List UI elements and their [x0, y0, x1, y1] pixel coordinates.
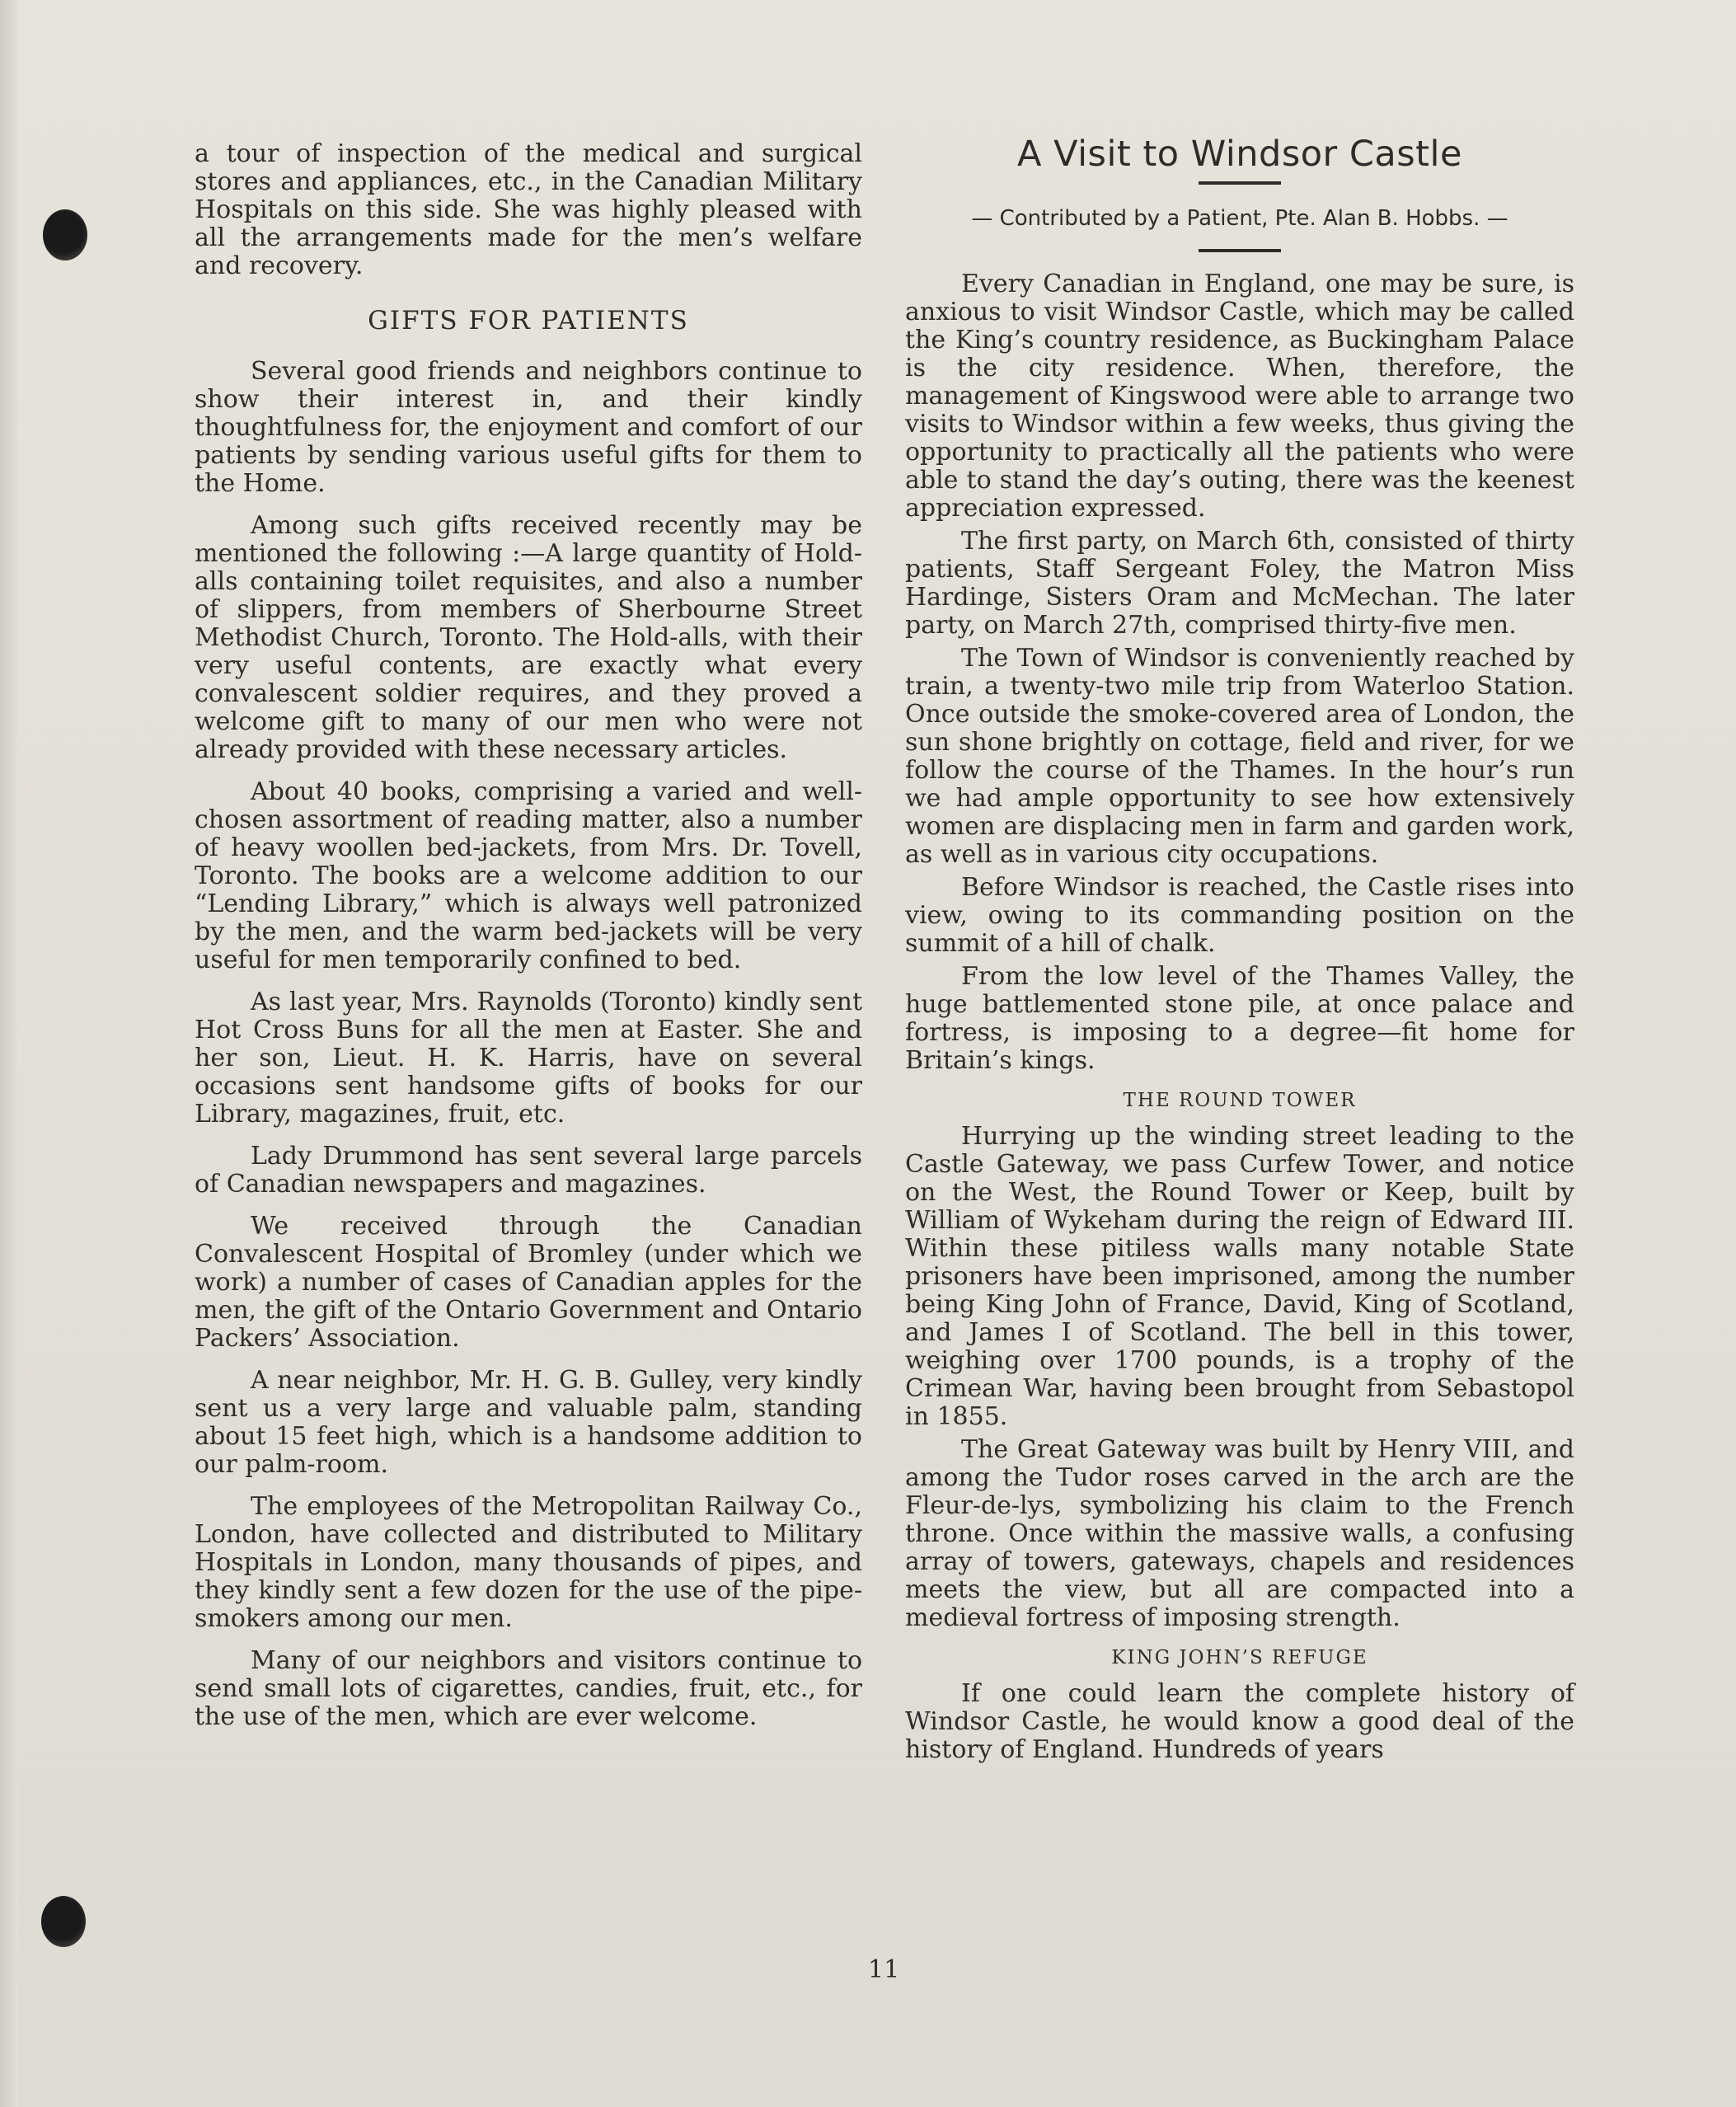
paragraph: The employees of the Metropolitan Railway Co., London, have collected and distributed to Military Hospitals in London, many thousands of pipes, and they kindly sent a few dozen for the use of the pipe-smokers among our men.: [195, 1492, 862, 1633]
paragraph: We received through the Canadian Convalescent Hospital of Bromley (under which we work) a number of cases of Canadian apples for the men, the gift of the Ontario Government and Ontario Packers’ Association.: [195, 1212, 862, 1353]
subheading-king-johns-refuge: KING JOHN’S REFUGE: [1111, 1647, 1368, 1668]
paragraph: As last year, Mrs. Raynolds (Toronto) kindly sent Hot Cross Buns for all the men at Easter. She and her son, Lieut. H. K. Harris, have on several occasions sent handsome gifts of books for our Library, magazines, fruit, etc.: [195, 988, 862, 1129]
subheading-round-tower: THE ROUND TOWER: [1123, 1090, 1357, 1111]
paragraph: Every Canadian in England, one may be sure, is anxious to visit Windsor Castle, which may be called the King’s country residence, as Buckingham Palace is the city residence. When, therefore, the management of Kingswood were able to arrange two visits to Windsor within a few weeks, thus giving the opportunity to practically all the patients who were able to stand the day’s outing, there was the keenest appreciation expressed.: [905, 270, 1574, 523]
title-rule-bottom: [1199, 249, 1281, 252]
paragraph: Many of our neighbors and visitors continue to send small lots of cigarettes, candies, fruit, etc., for the use of the men, which are ever welcome.: [195, 1646, 862, 1731]
right-column: [905, 134, 1574, 1769]
page-number: 11: [868, 1955, 900, 1984]
paragraph: Hurrying up the winding street leading to the Castle Gateway, we pass Curfew Tower, and notice on the West, the Round Tower or Keep, built by William of Wykeham during the reign of Edward III. Within these pitiless walls many notable State prisoners have been imprisoned, among the number being King John of France, David, King of Scotland, and James I of Scotland. The bell in this tower, weighing over 1700 pounds, is a trophy of the Crimean War, having been brought from Sebastopol in 1855.: [905, 1122, 1574, 1431]
paragraph: Several good friends and neighbors continue to show their interest in, and their kindly thoughtfulness for, the enjoyment and comfort of our patients by sending various useful gifts for them to the Home.: [195, 357, 862, 498]
paragraph: A near neighbor, Mr. H. G. B. Gulley, very kindly sent us a very large and valuable palm, standing about 15 feet high, which is a handsome addition to our palm-room.: [195, 1366, 862, 1479]
article-byline: — Contributed by a Patient, Pte. Alan B. Hobbs. —: [971, 206, 1508, 231]
paragraph: From the low level of the Thames Valley, the huge battlemented stone pile, at once palace and fortress, is imposing to a degree—fit home for Britain’s kings.: [905, 962, 1574, 1075]
paragraph: About 40 books, comprising a varied and well-chosen assortment of reading matter, also a number of heavy woollen bed-jackets, from Mrs. Dr. Tovell, Toronto. The books are a welcome addition to our “Lending Library,” which is always well patronized by the men, and the warm bed-jackets will be very useful for men temporarily confined to bed.: [195, 777, 862, 974]
continuation-paragraph: a tour of inspection of the medical and surgical stores and appliances, etc., in the Canadian Military Hospitals on this side. She was highly pleased with all the arrangements made for the men’s welfare and recovery.: [195, 139, 862, 280]
paragraph: The Town of Windsor is conveniently reached by train, a twenty-two mile trip from Waterloo Station. Once outside the smoke-covered area of London, the sun shone brightly on cottage, field and river, for we follow the course of the Thames. In the hour’s run we had ample opportunity to see how extensively women are displacing men in farm and garden work, as well as in various city occupations.: [905, 644, 1574, 869]
section-heading-gifts: GIFTS FOR PATIENTS: [368, 306, 689, 336]
binder-hole-top: [43, 209, 87, 260]
paragraph: Among such gifts received recently may be mentioned the following :—A large quantity of Hold-alls containing toilet requisites, and also a number of slippers, from members of Sherbourne Street Methodist Church, Toronto. The Hold-alls, with their very useful contents, are exactly what every convalescent soldier requires, and they proved a welcome gift to many of our men who were not already provided with these necessary articles.: [195, 511, 862, 764]
left-column: [195, 140, 862, 1745]
paragraph: Before Windsor is reached, the Castle rises into view, owing to its commanding position on the summit of a hill of chalk.: [905, 873, 1574, 958]
page-edge-shadow: [0, 0, 18, 2107]
binder-hole-bottom: [41, 1896, 86, 1947]
paragraph: The Great Gateway was built by Henry VIII, and among the Tudor roses carved in the arch are the Fleur-de-lys, symbolizing his claim to the French throne. Once within the massive walls, a confusing array of towers, gateways, chapels and residences meets the view, but all are compacted into a medieval fortress of imposing strength.: [905, 1435, 1574, 1632]
paragraph: If one could learn the complete history of Windsor Castle, he would know a good deal of the history of England. Hundreds of years: [905, 1679, 1574, 1764]
article-title: A Visit to Windsor Castle: [1017, 134, 1462, 175]
paragraph: The first party, on March 6th, consisted of thirty patients, Staff Sergeant Foley, the Matron Miss Hardinge, Sisters Oram and McMechan. The later party, on March 27th, comprised thirty-five men.: [905, 527, 1574, 640]
paragraph: Lady Drummond has sent several large parcels of Canadian newspapers and magazines.: [195, 1142, 862, 1199]
title-rule-top: [1199, 181, 1281, 185]
